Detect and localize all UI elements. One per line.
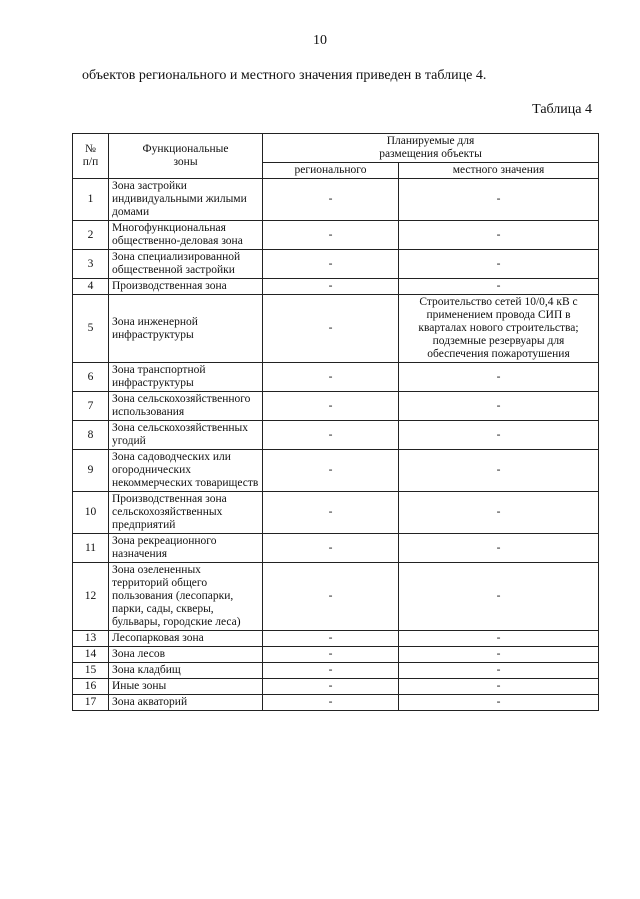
- row-regional: -: [263, 631, 399, 647]
- row-number: 2: [73, 221, 109, 250]
- table-row: [73, 563, 599, 631]
- row-zone: Зона транспортной инфраструктуры: [109, 363, 263, 392]
- row-regional: -: [263, 295, 399, 363]
- row-regional: -: [263, 392, 399, 421]
- row-local: -: [399, 279, 599, 295]
- row-number: 3: [73, 250, 109, 279]
- row-zone: Зона застройки индивидуальными жилыми домами: [109, 179, 263, 221]
- header-num: № п/п: [73, 134, 109, 179]
- row-zone: Зона сельскохозяйственных угодий: [109, 421, 263, 450]
- row-zone: Зона рекреационного назначения: [109, 534, 263, 563]
- page-number: 10: [313, 33, 327, 48]
- intro-text: объектов регионального и местного значения приведен в таблице 4.: [82, 68, 487, 83]
- row-number: 13: [73, 631, 109, 647]
- row-local: -: [399, 534, 599, 563]
- row-number: 6: [73, 363, 109, 392]
- table-row: [73, 421, 599, 450]
- zones-table: [72, 133, 599, 711]
- row-number: 17: [73, 695, 109, 711]
- table-row: [73, 279, 599, 295]
- table-row: [73, 221, 599, 250]
- row-number: 7: [73, 392, 109, 421]
- row-regional: -: [263, 221, 399, 250]
- row-local: Строительство сетей 10/0,4 кВ с применением провода СИП в кварталах нового строительства; подземные резервуары для обеспечения пожаротушения: [399, 295, 599, 363]
- table-row: [73, 695, 599, 711]
- row-zone: Зона лесов: [109, 647, 263, 663]
- row-local: -: [399, 179, 599, 221]
- row-regional: -: [263, 450, 399, 492]
- row-local: -: [399, 392, 599, 421]
- row-number: 11: [73, 534, 109, 563]
- table-body: [73, 179, 599, 711]
- row-regional: -: [263, 421, 399, 450]
- row-zone: Многофункциональная общественно-деловая зона: [109, 221, 263, 250]
- table-row: [73, 250, 599, 279]
- row-local: -: [399, 647, 599, 663]
- row-regional: -: [263, 647, 399, 663]
- table-row: [73, 363, 599, 392]
- row-zone: Зона инженерной инфраструктуры: [109, 295, 263, 363]
- header-planned: Планируемые для размещения объекты: [263, 134, 599, 163]
- row-regional: -: [263, 679, 399, 695]
- row-regional: -: [263, 279, 399, 295]
- row-local: -: [399, 363, 599, 392]
- row-local: -: [399, 631, 599, 647]
- row-zone: Производственная зона сельскохозяйственных предприятий: [109, 492, 263, 534]
- row-regional: -: [263, 363, 399, 392]
- table-row: [73, 492, 599, 534]
- row-local: -: [399, 663, 599, 679]
- row-zone: Зона акваторий: [109, 695, 263, 711]
- header-local: местного значения: [399, 163, 599, 179]
- row-number: 9: [73, 450, 109, 492]
- row-regional: -: [263, 492, 399, 534]
- table-row: [73, 295, 599, 363]
- row-zone: Лесопарковая зона: [109, 631, 263, 647]
- row-number: 5: [73, 295, 109, 363]
- row-local: -: [399, 492, 599, 534]
- row-local: -: [399, 563, 599, 631]
- row-number: 8: [73, 421, 109, 450]
- row-regional: -: [263, 534, 399, 563]
- header-zone: Функциональные зоны: [109, 134, 263, 179]
- table-row: [73, 647, 599, 663]
- row-zone: Зона озелененных территорий общего пользования (лесопарки, парки, сады, скверы, бульвары, городские леса): [109, 563, 263, 631]
- row-number: 10: [73, 492, 109, 534]
- row-regional: -: [263, 250, 399, 279]
- row-number: 14: [73, 647, 109, 663]
- table-row: [73, 631, 599, 647]
- table-row: [73, 450, 599, 492]
- row-number: 1: [73, 179, 109, 221]
- row-zone: Зона специализированной общественной застройки: [109, 250, 263, 279]
- table-row: [73, 534, 599, 563]
- header-regional: регионального: [263, 163, 399, 179]
- row-number: 12: [73, 563, 109, 631]
- row-local: -: [399, 250, 599, 279]
- table-row: [73, 179, 599, 221]
- row-zone: Зона кладбищ: [109, 663, 263, 679]
- row-number: 16: [73, 679, 109, 695]
- row-regional: -: [263, 695, 399, 711]
- row-zone: Зона сельскохозяйственного использования: [109, 392, 263, 421]
- row-regional: -: [263, 563, 399, 631]
- row-regional: -: [263, 179, 399, 221]
- row-local: -: [399, 450, 599, 492]
- table-caption: Таблица 4: [532, 102, 592, 117]
- table-row: [73, 663, 599, 679]
- row-local: -: [399, 679, 599, 695]
- table-row: [73, 679, 599, 695]
- row-number: 4: [73, 279, 109, 295]
- row-local: -: [399, 221, 599, 250]
- row-zone: Производственная зона: [109, 279, 263, 295]
- row-local: -: [399, 695, 599, 711]
- row-zone: Зона садоводческих или огороднических некоммерческих товариществ: [109, 450, 263, 492]
- row-regional: -: [263, 663, 399, 679]
- row-local: -: [399, 421, 599, 450]
- row-number: 15: [73, 663, 109, 679]
- row-zone: Иные зоны: [109, 679, 263, 695]
- table-row: [73, 392, 599, 421]
